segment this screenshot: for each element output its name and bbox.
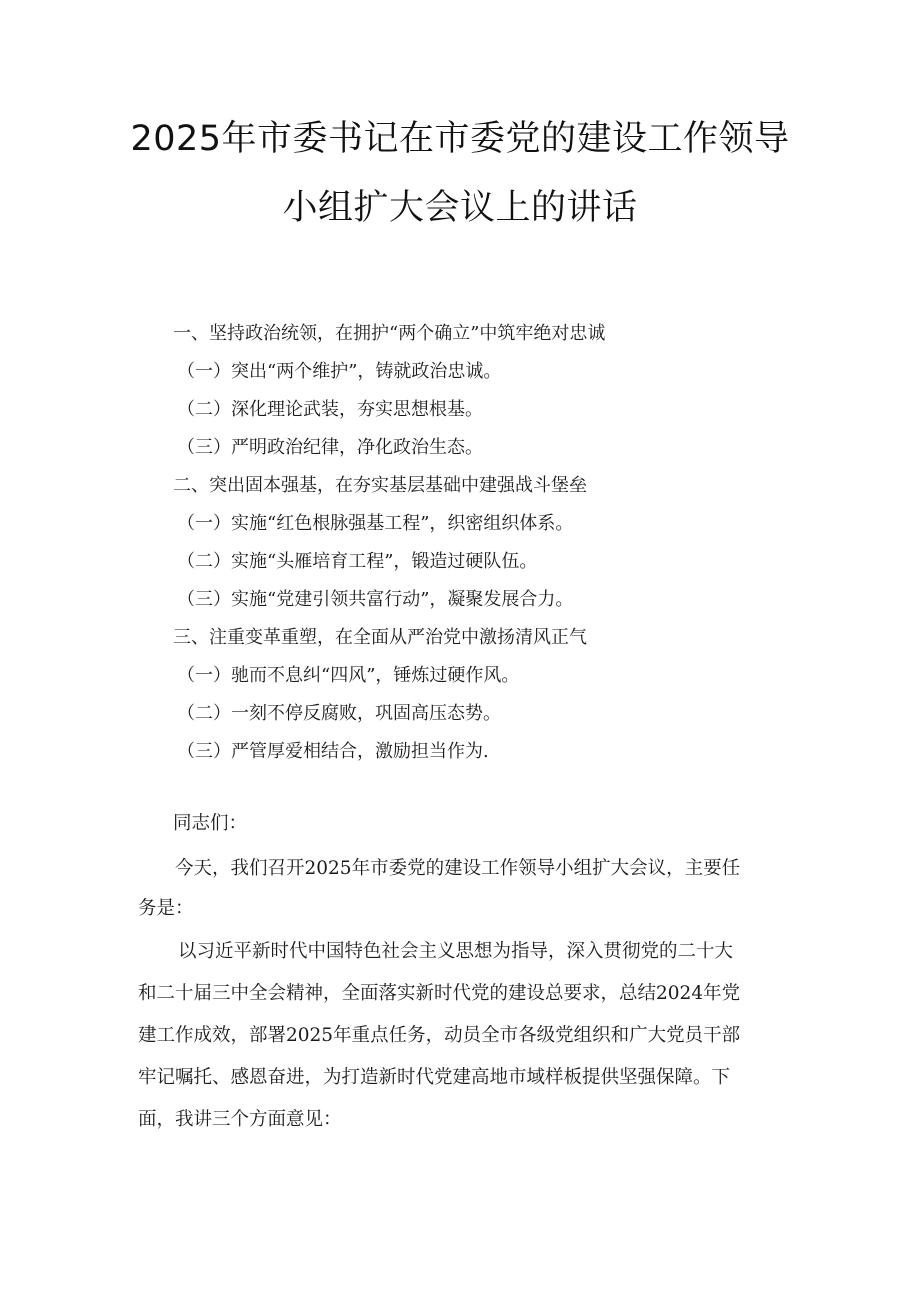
outline-item-1-1: （一）突出“两个维护”，铸就政治忠诚。 [177, 361, 502, 382]
outline-item-1-3: （三）严明政治纪律，净化政治生态。 [177, 437, 483, 458]
paragraph-1-line-2: 务是： [138, 898, 194, 919]
paragraph-1-line-1: 今天，我们召开2025年市委党的建设工作领导小组扩大会议，主要任 [175, 858, 741, 879]
salutation: 同志们： [173, 813, 248, 834]
outline-heading-2: 二、突出固本强基，在夯实基层基础中建强战斗堡垒 [173, 475, 587, 496]
speech-outline [173, 320, 605, 776]
outline-item-3-2: （二）一刻不停反腐败，巩固高压态势。 [177, 703, 501, 724]
outline-item-1-2: （二）深化理论武装，夯实思想根基。 [177, 399, 483, 420]
outline-item-2-2: （二）实施“头雁培育工程”，锻造过硬队伍。 [177, 551, 538, 572]
paragraph-2-line-4: 牢记嘱托、感恩奋进，为打造新时代党建高地市域样板提供坚强保障。下 [138, 1067, 731, 1088]
paragraph-2-line-5: 面，我讲三个方面意见： [138, 1109, 342, 1130]
outline-item-3-3: （三）严管厚爱相结合，激励担当作为. [177, 741, 489, 762]
paragraph-2-line-2: 和二十届三中全会精神，全面落实新时代党的建设总要求，总结2024年党 [138, 983, 741, 1004]
document-title-line-2: 小组扩大会议上的讲话 [282, 188, 638, 228]
outline-heading-1: 一、坚持政治统领，在拥护“两个确立”中筑牢绝对忠诚 [173, 323, 606, 344]
paragraph-2-line-1: 以习近平新时代中国特色社会主义思想为指导，深入贯彻党的二十大 [178, 941, 734, 962]
paragraph-2-line-3: 建工作成效，部署2025年重点任务，动员全市各级党组织和广大党员干部 [138, 1025, 741, 1046]
outline-item-2-3: （三）实施“党建引领共富行动”，凝聚发展合力。 [177, 589, 574, 610]
outline-item-3-1: （一）驰而不息纠“四风”，锤炼过硬作风。 [177, 665, 520, 686]
outline-item-2-1: （一）实施“红色根脉强基工程”，织密组织体系。 [177, 513, 574, 534]
document-title-line-1: 2025年市委书记在市委党的建设工作领导 [130, 119, 790, 159]
outline-heading-3: 三、注重变革重塑，在全面从严治党中激扬清风正气 [173, 627, 587, 648]
